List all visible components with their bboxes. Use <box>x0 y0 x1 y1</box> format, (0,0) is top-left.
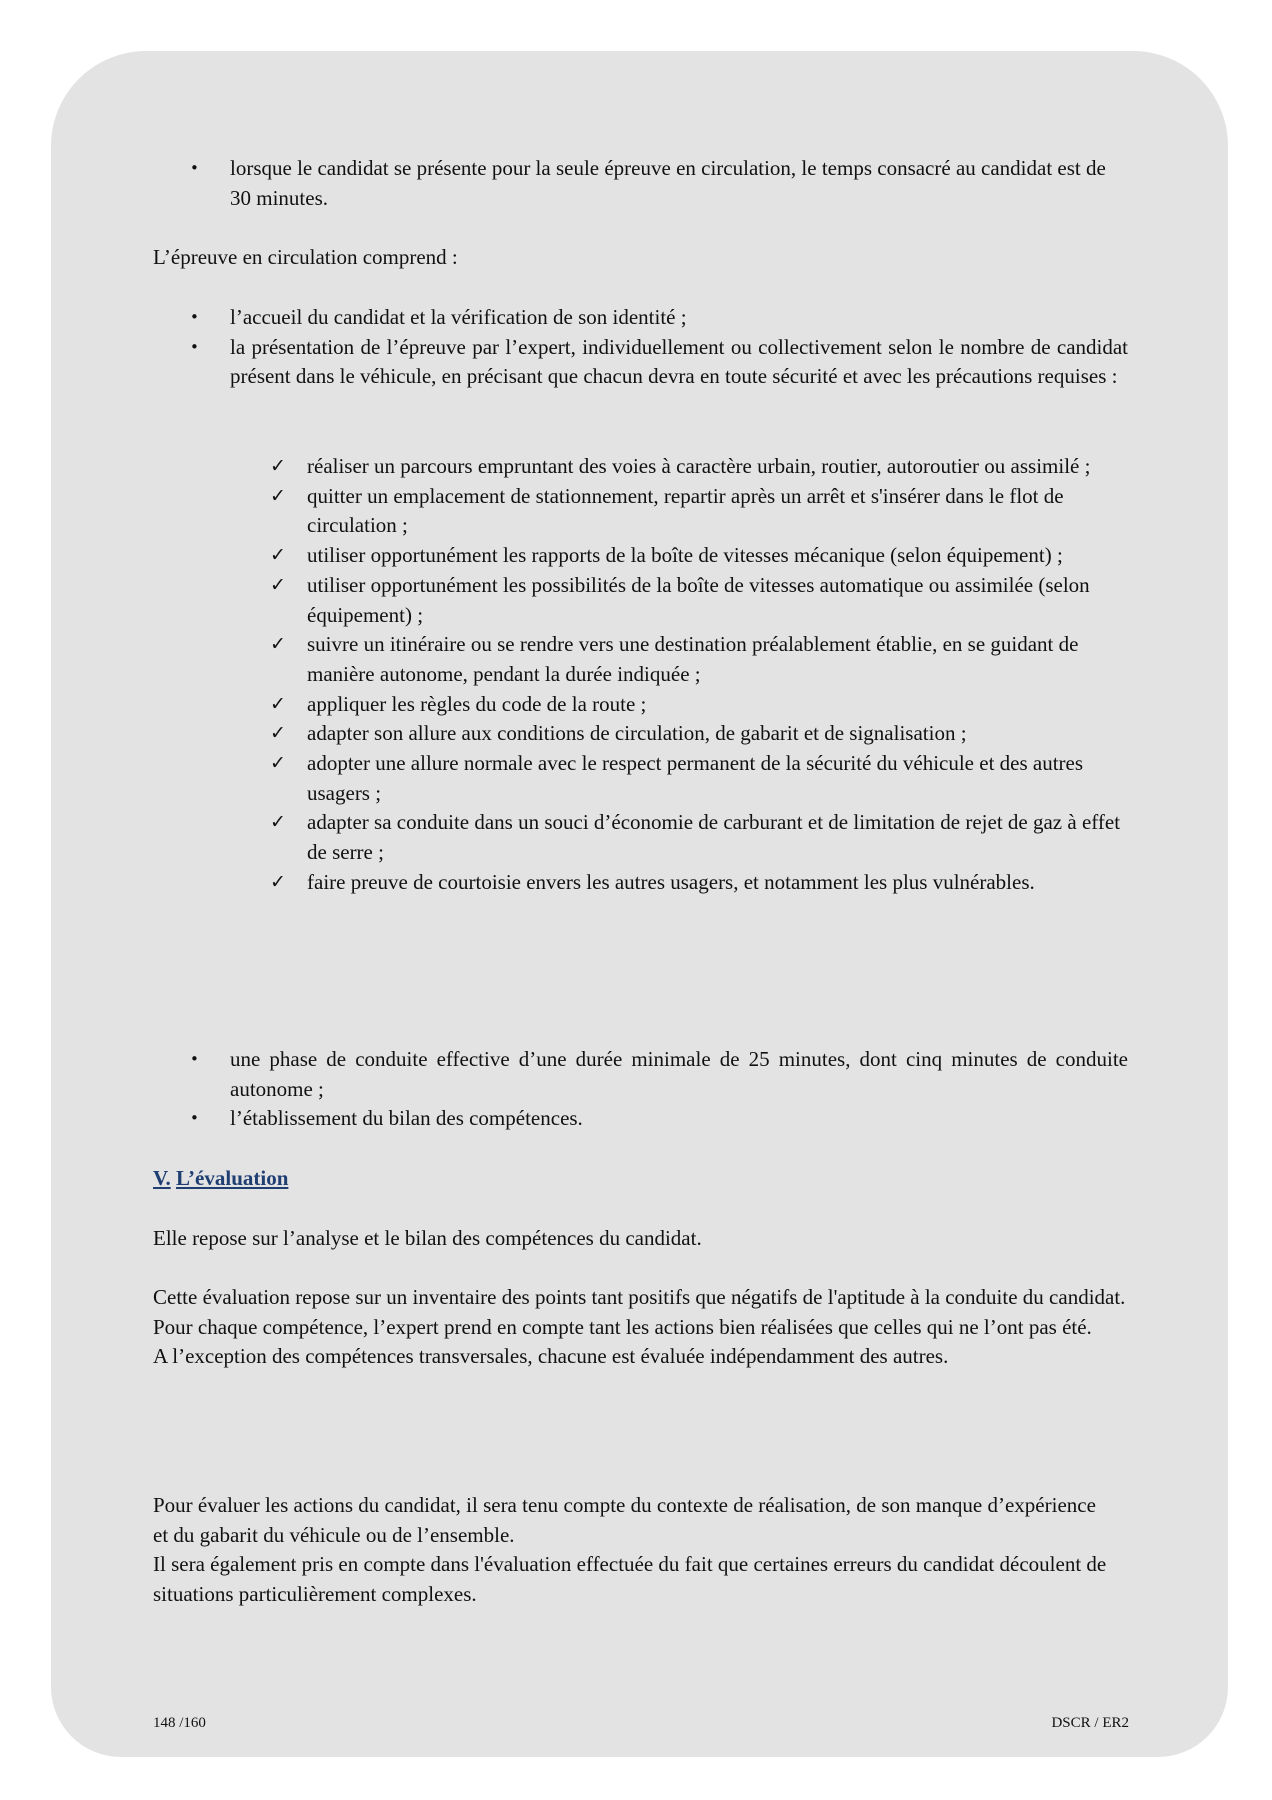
check-item <box>153 541 1143 571</box>
check-item <box>153 571 1143 630</box>
paragraph: L’épreuve en circulation comprend : <box>153 245 458 269</box>
paragraph: A l’exception des compétences transversales, chacune est évaluée indépendamment des autres. <box>153 1344 949 1369</box>
checkmark-icon: ✓ <box>270 752 286 775</box>
paragraph: Cette évaluation repose sur un inventaire des points tant positifs que négatifs de l'aptitude à la conduite du candidat. <box>153 1285 1126 1309</box>
paragraph: Pour chaque compétence, l’expert prend en compte tant les actions bien réalisées que celles qui ne l’ont pas été. <box>153 1314 1092 1339</box>
intro-list <box>153 154 1128 213</box>
checkmark-icon: ✓ <box>270 544 286 567</box>
section-heading <box>153 1164 1128 1194</box>
bullet-list-b <box>153 1045 1128 1134</box>
check-item <box>153 482 1143 541</box>
check-item-text: adapter sa conduite dans un souci d’économie de carburant et de limitation de rejet de gaz à effet de serre ; <box>307 810 1121 865</box>
check-list <box>153 452 1143 898</box>
checkmark-icon: ✓ <box>270 573 286 596</box>
paragraph: Pour évaluer les actions du candidat, il sera tenu compte du contexte de réalisation, de son manque d’expérience et du gabarit du véhicule ou de l’ensemble. <box>153 1493 1096 1547</box>
check-item-text: utiliser opportunément les possibilités de la boîte de vitesses automatique ou assimilée (selon équipement) ; <box>307 572 1090 627</box>
list-item: • une phase de conduite effective d’une durée minimale de 25 minutes, dont cinq minutes de conduite autonome ; <box>153 1045 1128 1104</box>
checkmark-icon: ✓ <box>270 870 286 893</box>
paragraph-group <box>153 1491 1113 1610</box>
checkmark-icon: ✓ <box>270 692 286 715</box>
check-item <box>153 630 1143 689</box>
checkmark-icon: ✓ <box>270 455 286 477</box>
list-item: • la présentation de l’épreuve par l’expert, individuellement ou collectivement selon le nombre de candidat présent dans le véhicule, en précisant que chacun devra en toute sécurité et avec les précautions requises : <box>153 333 1128 392</box>
list-item: • lorsque le candidat se présente pour la seule épreuve en circulation, le temps consacré au candidat est de 30 minutes. <box>153 154 1128 213</box>
list-item: • l’établissement du bilan des compétences. <box>153 1104 1128 1134</box>
check-item-text: adopter une allure normale avec le respect permanent de la sécurité du véhicule et des autres usagers ; <box>307 751 1084 805</box>
check-item-text: adapter son allure aux conditions de circulation, de gabarit et de signalisation ; <box>307 721 967 746</box>
checkmark-icon: ✓ <box>270 484 286 507</box>
check-item <box>153 749 1143 808</box>
check-item <box>153 719 1143 749</box>
check-item-text: appliquer les règles du code de la route ; <box>307 691 647 716</box>
list-item: • l’accueil du candidat et la vérification de son identité ; <box>153 303 1128 333</box>
paragraph: Il sera également pris en compte dans l'évaluation effectuée du fait que certaines erreurs du candidat découlent de situations particulièrement complexes. <box>153 1552 1107 1607</box>
document-ref: DSCR / ER2 <box>1051 1715 1129 1731</box>
check-item <box>153 690 1143 720</box>
paragraph-group <box>153 1283 1138 1372</box>
check-item <box>153 452 1143 482</box>
check-item <box>153 868 1143 898</box>
heading-number: V. <box>153 1166 171 1190</box>
check-item-text: suivre un itinéraire ou se rendre vers une destination préalablement établie, en se guidant de manière autonome, pendant la durée indiquée ; <box>307 632 1079 686</box>
page-number: 148 /160 <box>153 1715 206 1731</box>
paragraph: Elle repose sur l’analyse et le bilan des compétences du candidat. <box>153 1226 702 1250</box>
check-item <box>153 808 1143 867</box>
checkmark-icon: ✓ <box>270 633 286 656</box>
checkmark-icon: ✓ <box>270 722 286 745</box>
check-item-text: utiliser opportunément les rapports de la boîte de vitesses mécanique (selon équipement) ; <box>307 543 1063 568</box>
check-item-text: faire preuve de courtoisie envers les autres usagers, et notamment les plus vulnérables. <box>307 869 1035 894</box>
heading-title: L’évaluation <box>175 1166 289 1190</box>
check-item-text: réaliser un parcours empruntant des voies à caractère urbain, routier, autoroutier ou assimilé ; <box>307 454 1091 478</box>
check-item-text: quitter un emplacement de stationnement, repartir après un arrêt et s'insérer dans le flot de circulation ; <box>307 483 1064 538</box>
checkmark-icon: ✓ <box>270 811 286 834</box>
bullet-list-a <box>153 303 1128 392</box>
